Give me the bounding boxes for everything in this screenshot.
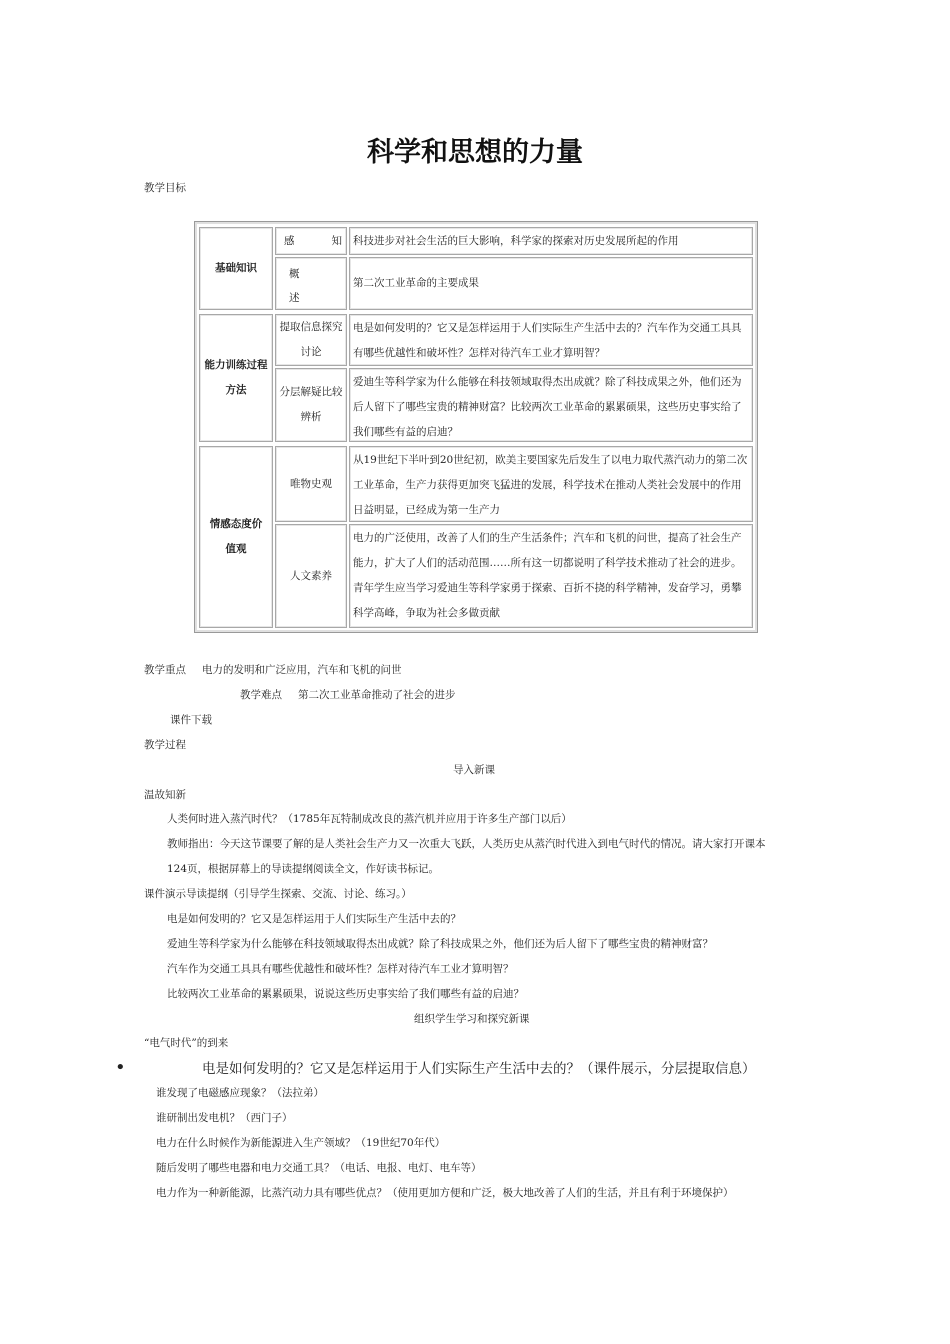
sub-overview — [275, 257, 347, 310]
sub-overview-a: 概 — [289, 268, 300, 280]
outline-item: 爱迪生等科学家为什么能够在科技领域取得杰出成就？除了科技成果之外，他们还为后人留下了哪些宝贵的精神财富？ — [167, 938, 713, 950]
courseware-download: 课件下载 — [170, 714, 212, 726]
bullet-icon: • — [115, 1057, 126, 1078]
sub-extract-info: 提取信息探究讨论 — [275, 314, 347, 366]
category-ability: 能力训练过程方法 — [199, 314, 273, 442]
section-heading: “电气时代”的到来 — [144, 1037, 229, 1049]
sub-perceive-b: 知 — [331, 235, 342, 247]
key-point — [144, 662, 402, 677]
intro-heading: 导入新课 — [453, 764, 495, 776]
difficulty-label: 教学难点 — [240, 689, 282, 701]
content-humanities: 电力的广泛使用，改善了人们的生产生活条件；汽车和飞机的问世，提高了社会生产能力，扩大了人们的活动范围……所有这一切都说明了科学技术推动了社会的进步。青年学生应当学习爱迪生等科学家勇于探索、百折不挠的科学精神，发奋学习，勇攀科学高峰，争取为社会多做贡献 — [349, 524, 753, 628]
teacher-note-line-2: 124页，根据屏幕上的导读提纲阅读全文，作好读书标记。 — [167, 863, 440, 875]
sub-perceive — [275, 227, 347, 255]
teacher-note-line-1: 教师指出：今天这节课要了解的是人类社会生产力又一次重大飞跃，人类历史从蒸汽时代进入到电气时代的情况。请大家打开课本 — [167, 838, 766, 850]
review-question: 人类何时进入蒸汽时代？（1785年瓦特制成改良的蒸汽机并应用于许多生产部门以后） — [167, 813, 572, 825]
sub-humanities: 人文素养 — [275, 524, 347, 628]
sub-question: 电力作为一种新能源，比蒸汽动力具有哪些优点？（使用更加方便和广泛，极大地改善了人们的生活，并且有利于环境保护） — [156, 1187, 734, 1199]
sub-materialism: 唯物史观 — [275, 446, 347, 522]
outline-item: 比较两次工业革命的累累硕果，说说这些历史事实给了我们哪些有益的启迪？ — [167, 988, 524, 1000]
content-perceive: 科技进步对社会生活的巨大影响，科学家的探索对历史发展所起的作用 — [349, 227, 753, 255]
key-point-text: 电力的发明和广泛应用，汽车和飞机的问世 — [202, 664, 402, 676]
outline-heading: 课件演示导读提纲（引导学生探索、交流、讨论、练习。） — [144, 888, 412, 900]
sub-question: 谁研制出发电机？（西门子） — [156, 1112, 293, 1124]
teaching-process: 教学过程 — [144, 739, 186, 751]
organize-heading: 组织学生学习和探究新课 — [414, 1013, 530, 1025]
sub-question: 谁发现了电磁感应现象？（法拉弟） — [156, 1087, 324, 1099]
sub-question: 电力在什么时候作为新能源进入生产领域？（19世纪70年代） — [156, 1137, 446, 1149]
objectives-table — [194, 221, 758, 633]
bullet-question: 电是如何发明的？它又是怎样运用于人们实际生产生活中去的？（课件展示，分层提取信息） — [202, 1061, 756, 1077]
content-materialism: 从19世纪下半叶到20世纪初，欧美主要国家先后发生了以电力取代蒸汽动力的第二次工业革命，生产力获得更加突飞猛进的发展，科学技术在推动人类社会发展中的作用日益明显，已经成为第一生产力 — [349, 446, 753, 522]
outline-item: 汽车作为交通工具具有哪些优越性和破坏性？怎样对待汽车工业才算明智？ — [167, 963, 514, 975]
difficulty-text: 第二次工业革命推动了社会的进步 — [298, 689, 456, 701]
sub-layered-analysis: 分层解疑比较辨析 — [275, 368, 347, 442]
sub-perceive-a: 感 — [284, 235, 295, 247]
review-heading: 温故知新 — [144, 789, 186, 801]
objectives-heading: 教学目标 — [144, 182, 186, 194]
content-extract-info: 电是如何发明的？它又是怎样运用于人们实际生产生活中去的？汽车作为交通工具具有哪些优越性和破坏性？怎样对待汽车工业才算明智？ — [349, 314, 753, 366]
page-title: 科学和思想的力量 — [367, 137, 583, 168]
content-overview: 第二次工业革命的主要成果 — [349, 257, 753, 310]
category-basic-knowledge: 基础知识 — [199, 227, 273, 310]
sub-overview-b: 述 — [289, 292, 300, 304]
key-point-label: 教学重点 — [144, 664, 186, 676]
sub-question: 随后发明了哪些电器和电力交通工具？（电话、电报、电灯、电车等） — [156, 1162, 482, 1174]
outline-item: 电是如何发明的？它又是怎样运用于人们实际生产生活中去的？ — [167, 913, 461, 925]
category-emotion-values: 情感态度价 值观 — [199, 446, 273, 628]
difficulty — [240, 687, 456, 702]
content-layered-analysis: 爱迪生等科学家为什么能够在科技领域取得杰出成就？除了科技成果之外，他们还为后人留下了哪些宝贵的精神财富？比较两次工业革命的累累硕果，这些历史事实给了我们哪些有益的启迪？ — [349, 368, 753, 442]
